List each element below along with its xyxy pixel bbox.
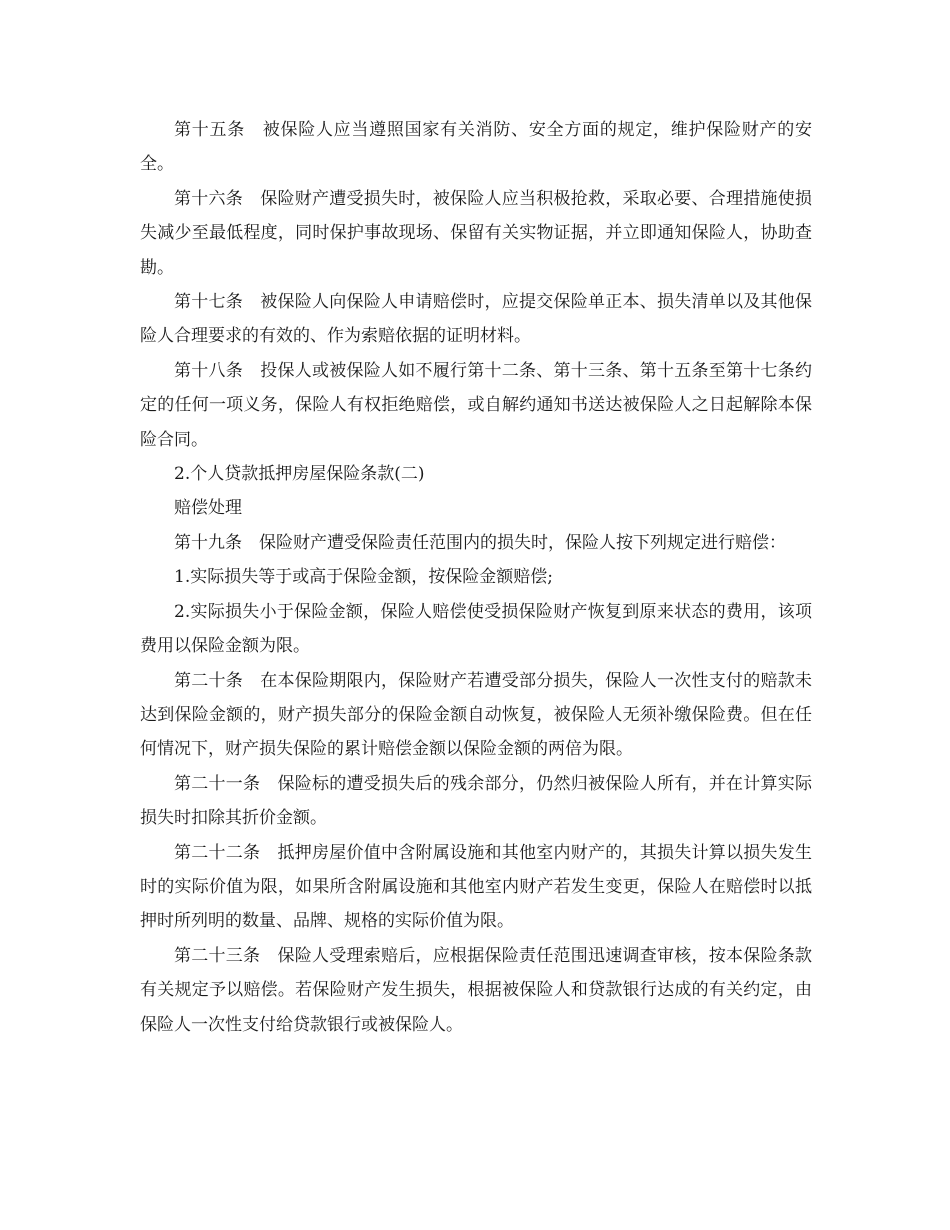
article-19-item-1: 1.实际损失等于或高于保险金额，按保险金额赔偿; <box>174 567 553 588</box>
subsection-heading: 赔偿处理 <box>174 498 242 519</box>
article-17: 第十七条 被保险人向保险人申请赔偿时，应提交保险单正本、损失清单以及其他保险人合理要求的有效的、作为索赔依据的证明材料。 <box>140 292 812 347</box>
section-heading: 2.个人贷款抵押房屋保险条款(二) <box>174 464 425 485</box>
article-15: 第十五条 被保险人应当遵照国家有关消防、安全方面的规定，维护保险财产的安全。 <box>140 120 812 175</box>
article-21: 第二十一条 保险标的遭受损失后的残余部分，仍然归被保险人所有，并在计算实际损失时扣除其折价金额。 <box>140 773 812 829</box>
article-18: 第十八条 投保人或被保险人如不履行第十二条、第十三条、第十五条至第十七条约定的任何一项义务，保险人有权拒绝赔偿，或自解约通知书送达被保险人之日起解除本保险合同。 <box>140 360 812 450</box>
article-19: 第十九条 保险财产遭受保险责任范围内的损失时，保险人按下列规定进行赔偿： <box>174 532 786 553</box>
article-19-item-2: 2.实际损失小于保险金额，保险人赔偿使受损保险财产恢复到原来状态的费用，该项费用以保险金额为限。 <box>140 601 812 657</box>
article-22: 第二十二条 抵押房屋价值中含附属设施和其他室内财产的，其损失计算以损失发生时的实际价值为限，如果所含附属设施和其他室内财产若发生变更，保险人在赔偿时以抵押时所列明的数量、品牌、规格的实际价值为限。 <box>140 842 812 932</box>
article-16: 第十六条 保险财产遭受损失时，被保险人应当积极抢救，采取必要、合理措施使损失减少至最低程度，同时保护事故现场、保留有关实物证据，并立即通知保险人，协助查勘。 <box>140 188 812 278</box>
article-23: 第二十三条 保险人受理索赔后，应根据保险责任范围迅速调查审核，按本保险条款有关规定予以赔偿。若保险财产发生损失，根据被保险人和贷款银行达成的有关约定，由保险人一次性支付给贷款银行或被保险人。 <box>140 945 812 1035</box>
document-body <box>140 113 812 1042</box>
article-20: 第二十条 在本保险期限内，保险财产若遭受部分损失，保险人一次性支付的赔款未达到保险金额的，财产损失部分的保险金额自动恢复，被保险人无须补缴保险费。但在任何情况下，财产损失保险的累计赔偿金额以保险金额的两倍为限。 <box>140 670 812 760</box>
